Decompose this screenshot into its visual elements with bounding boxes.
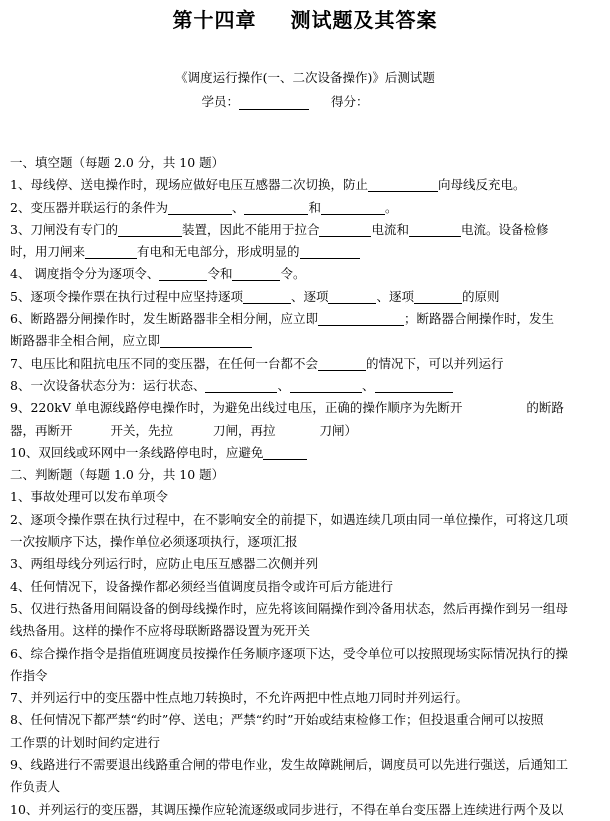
blank[interactable]: [409, 222, 461, 237]
test-title: 《调度运行操作(一、二次设备操作)》后测试题: [175, 70, 435, 85]
judge-q9: 9、线路进行不需要退出线路重合闸的带电作业，发生故障跳闸后，调度员可以先进行强送，后通知工: [10, 757, 568, 773]
judge-q3: 3、两组母线分列运行时，应防止电压互感器二次侧并列: [10, 556, 318, 572]
blank[interactable]: [368, 177, 438, 192]
chapter-title: [0, 4, 610, 33]
judge-q7: 7、并列运行中的变压器中性点地刀转换时，不允许两把中性点地刀同时并列运行。: [10, 690, 468, 706]
chapter-name: 测试题及其答案: [290, 8, 438, 32]
blank[interactable]: [263, 445, 307, 460]
blank[interactable]: [118, 222, 182, 237]
blank[interactable]: [290, 378, 362, 393]
fill-q2: 2、变压器并联运行的条件为 、 和 。: [10, 199, 398, 215]
blank[interactable]: [243, 289, 291, 304]
chapter-number: 第十四章: [172, 8, 257, 32]
blank[interactable]: [159, 266, 207, 281]
fill-q5: 5、逐项令操作票在执行过程中应坚持逐项 、逐项 、逐项 的原则: [10, 288, 500, 304]
judge-q1: 1、事故处理可以发布单项令: [10, 489, 168, 505]
question-body: [10, 152, 598, 821]
blank[interactable]: [375, 378, 453, 393]
student-name-field[interactable]: [239, 96, 309, 110]
fill-q6: 6、断路器分闸操作时，发生断路器非全相分闸，应立即 ；断路器合闸操作时，发生: [10, 311, 554, 327]
fill-q4: 4、 调度指令分为逐项令、 令和 令。: [10, 266, 306, 282]
blank[interactable]: [321, 200, 385, 215]
fill-q7: 7、电压比和阻抗电压不同的变压器，在任何一台都不会 的情况下，可以并列运行: [10, 355, 504, 371]
blank[interactable]: [85, 244, 137, 259]
judge-q6-cont: 作指令: [10, 667, 48, 683]
judge-q5: 5、仅进行热备用间隔设备的倒母线操作时，应先将该间隔操作到冷备用状态，然后再操作到另一组母: [10, 600, 568, 616]
blank[interactable]: [300, 244, 360, 259]
student-label: 学员：: [201, 94, 240, 109]
judge-q2-cont: 一次按顺序下达，操作单位必须逐项执行，逐项汇报: [10, 534, 298, 550]
blank[interactable]: [244, 200, 308, 215]
blank[interactable]: [318, 356, 366, 371]
blank[interactable]: [205, 378, 277, 393]
blank[interactable]: [168, 200, 232, 215]
fill-q8: 8、一次设备状态分为：运行状态、 、 、: [10, 375, 598, 397]
fill-q9-cont: 器，再断开 开关，先拉 刀闸，再拉 刀闸）: [10, 422, 358, 438]
fill-q6-cont: 断路器非全相合闸，应立即: [10, 330, 598, 352]
judge-q8: 8、任何情况下都严禁“约时”停、送电；严禁“约时”开始或结束检修工作；但投退重合闸可以按照: [10, 712, 544, 728]
fill-q1: 1、母线停、送电操作时，现场应做好电压互感器二次切换，防止 向母线反充电。: [10, 177, 526, 193]
blank[interactable]: [160, 333, 252, 348]
blank[interactable]: [318, 311, 404, 326]
student-info: [0, 92, 610, 110]
fill-q10: 10、双回线或环网中一条线路停电时，应避免: [10, 442, 598, 464]
blank[interactable]: [328, 289, 376, 304]
judge-q8-cont: 工作票的计划时间约定进行: [10, 734, 161, 750]
fill-q3-cont: 时，用刀闸来 有电和无电部分，形成明显的: [10, 241, 598, 263]
fill-q9: 9、220kV 单电源线路停电操作时，为避免出线过电压，正确的操作顺序为先断开 的断路: [10, 400, 564, 416]
judge-q5-cont: 线热备用。这样的操作不应将母联断路器设置为死开关: [10, 623, 311, 639]
score-label: 得分：: [330, 94, 369, 109]
judge-q10: 10、并列运行的变压器，其调压操作应轮流逐级或同步进行，不得在单台变压器上连续进行两个及以: [10, 801, 564, 817]
blank[interactable]: [232, 266, 280, 281]
fill-q3: 3、刀闸没有专门的 装置，因此不能用于拉合 电流和 电流。设备检修: [10, 221, 549, 237]
section-fill-heading: 一、填空题（每题 2.0 分，共 10 题）: [10, 155, 225, 170]
blank[interactable]: [414, 289, 462, 304]
judge-q2: 2、逐项令操作票在执行过程中，在不影响安全的前提下，如遇连续几项由同一单位操作，可将这几项: [10, 511, 568, 527]
blank[interactable]: [319, 222, 371, 237]
judge-q4: 4、任何情况下，设备操作都必须经当值调度员指令或许可后方能进行: [10, 578, 393, 594]
score-field[interactable]: [369, 97, 409, 110]
judge-q6: 6、综合操作指令是指值班调度员按操作任务顺序逐项下达，受令单位可以按照现场实际情况执行的操: [10, 645, 568, 661]
section-judge-heading: 二、判断题（每题 1.0 分，共 10 题）: [10, 467, 225, 483]
judge-q9-cont: 作负责人: [10, 779, 61, 795]
